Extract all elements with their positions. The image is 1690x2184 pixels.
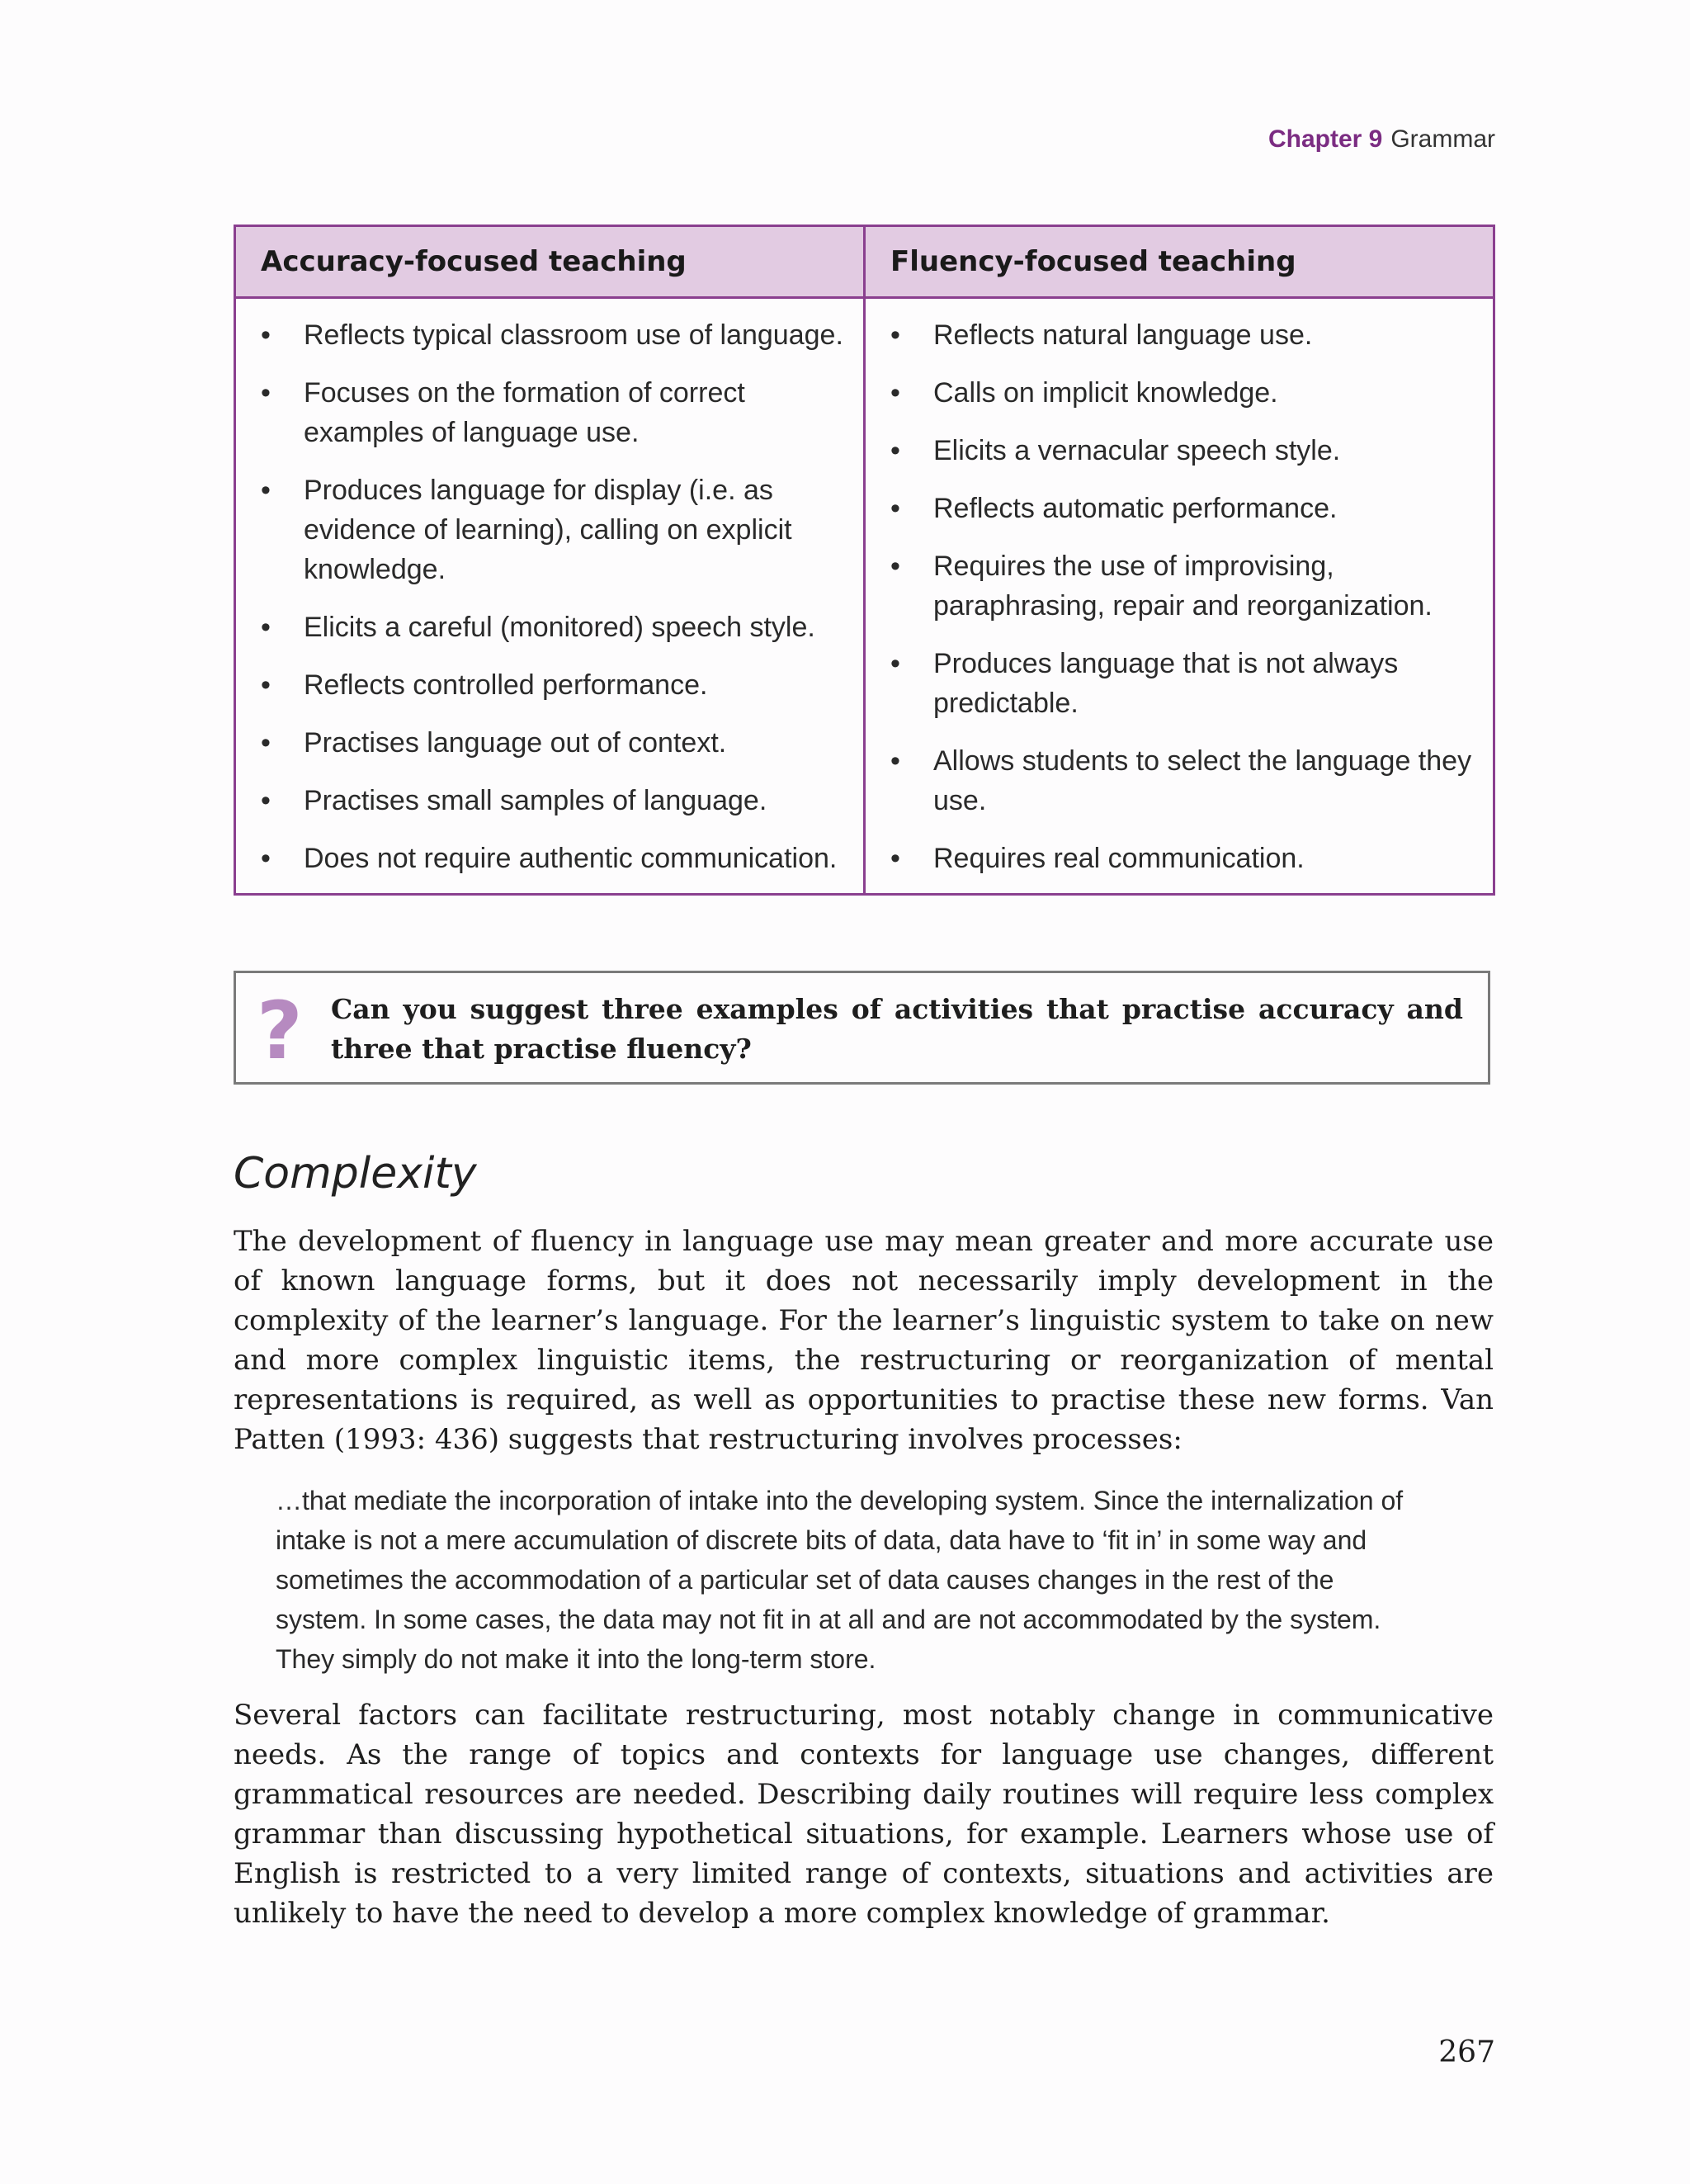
- fluency-column: [865, 298, 1494, 895]
- fluency-list: [890, 315, 1476, 878]
- list-item: • Reflects natural language use.: [890, 315, 1476, 355]
- block-quote: …that mediate the incorporation of intake into the developing system. Since the internalization of intake is not a mere accumulation of discrete bits of data, data have to ‘fit in’ in some way and sometimes the accommodation of a particular set of data causes changes in the rest of the system. In some cases, the data may not fit in at all and are not accommodated by the system. They simply do not make it into the long-term store.: [276, 1486, 1404, 1674]
- list-item: • Reflects controlled performance.: [261, 665, 847, 705]
- chapter-label: Chapter 9: [1268, 125, 1383, 153]
- header-accuracy: Accuracy-focused teaching: [235, 226, 865, 298]
- running-head: [1268, 125, 1495, 154]
- accuracy-list: [261, 315, 847, 878]
- list-item: • Elicits a careful (monitored) speech style.: [261, 607, 847, 647]
- comparison-table: [234, 225, 1495, 896]
- list-item: • Requires real communication.: [890, 839, 1476, 878]
- list-item: • Allows students to select the language they use.: [890, 741, 1476, 820]
- question-mark-icon: ?: [257, 985, 303, 1077]
- list-item: • Produces language for display (i.e. as evidence of learning), calling on explicit knowledge.: [261, 470, 847, 589]
- list-item: • Practises small samples of language.: [261, 781, 847, 820]
- page-number: 267: [1438, 2035, 1495, 2069]
- body-paragraph-2: Several factors can facilitate restructuring, most notably change in communicative needs. As the range of topics and contexts for language use changes, different grammatical resources are needed. Describing daily routines will require less complex grammar than discussing hypothetical situations, for example. Learners whose use of English is restricted to a very limited range of contexts, situations and activities are unlikely to have the need to develop a more complex knowledge of grammar.: [234, 1699, 1494, 1930]
- question-text: Can you suggest three examples of activities that practise accuracy and three that practise fluency?: [331, 993, 1463, 1065]
- list-item: • Practises language out of context.: [261, 723, 847, 763]
- list-item: • Reflects automatic performance.: [890, 489, 1476, 528]
- list-item: • Calls on implicit knowledge.: [890, 373, 1476, 413]
- list-item: • Requires the use of improvising, paraphrasing, repair and reorganization.: [890, 546, 1476, 626]
- section-heading: Complexity: [234, 1149, 477, 1198]
- list-item: • Reflects typical classroom use of language.: [261, 315, 847, 355]
- list-item: • Does not require authentic communication.: [261, 839, 847, 878]
- accuracy-column: [235, 298, 865, 895]
- list-item: • Elicits a vernacular speech style.: [890, 431, 1476, 470]
- list-item: • Focuses on the formation of correct examples of language use.: [261, 373, 847, 452]
- chapter-title: Grammar: [1390, 125, 1495, 153]
- header-fluency: Fluency-focused teaching: [865, 226, 1494, 298]
- question-box: [234, 971, 1490, 1085]
- list-item: • Produces language that is not always predictable.: [890, 644, 1476, 723]
- body-paragraph-1: The development of fluency in language use may mean greater and more accurate use of known language forms, but it does not necessarily imply development in the complexity of the learner’s language. For the learner’s linguistic system to take on new and more complex linguistic items, the restructuring or reorganization of mental representations is required, as well as opportunities to practise these new forms. Van Patten (1993: 436) suggests that restructuring involves processes:: [234, 1225, 1494, 1456]
